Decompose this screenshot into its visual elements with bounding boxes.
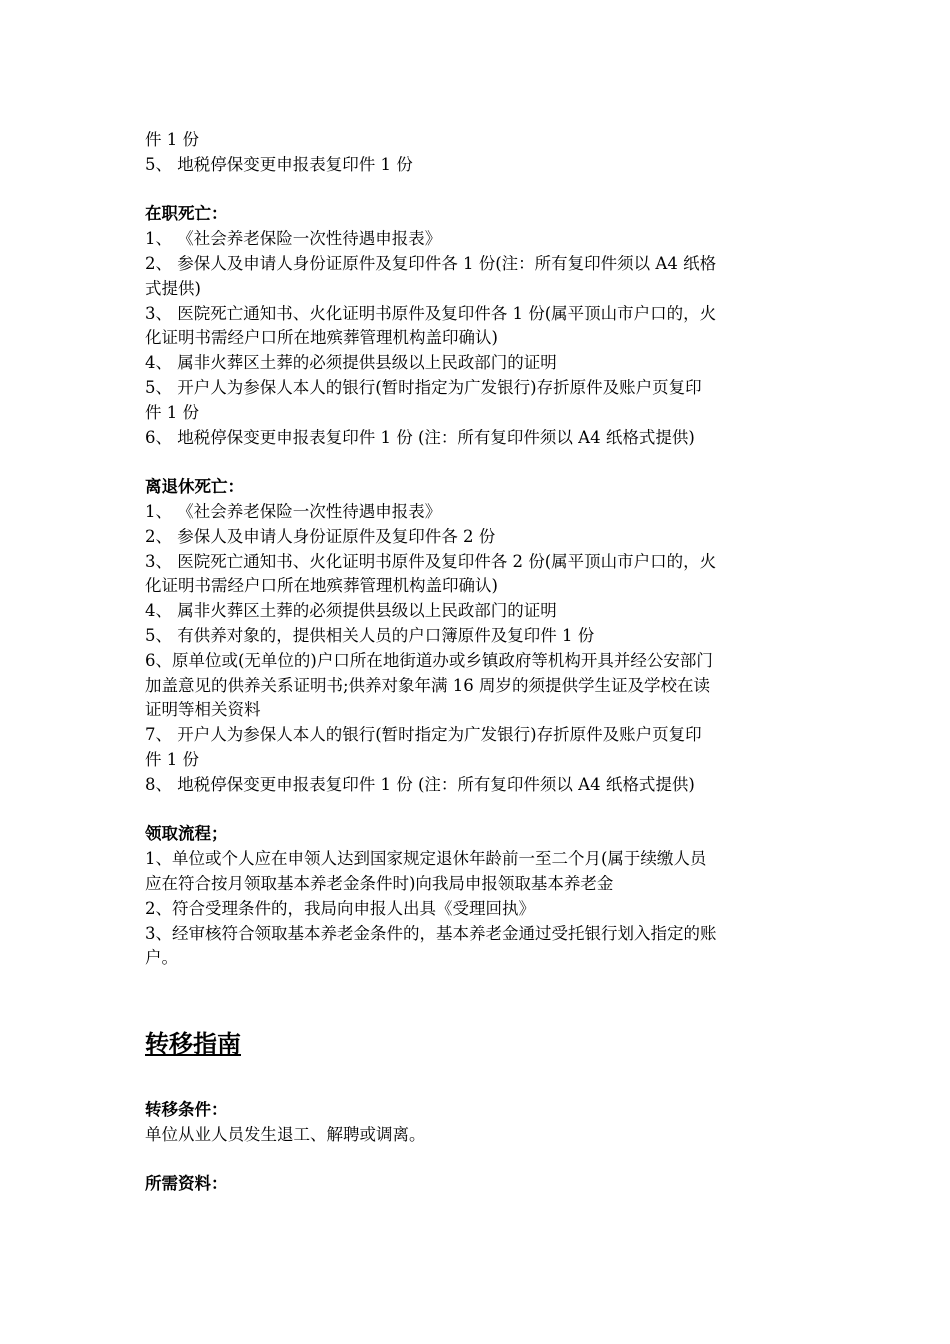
blank-line	[145, 798, 810, 823]
list-item: 化证明书需经户口所在地殡葬管理机构盖印确认)	[145, 328, 498, 348]
text-line: 5、 地税停保变更申报表复印件 1 份	[145, 154, 413, 174]
list-item: 户。	[145, 948, 178, 968]
list-item: 3、 医院死亡通知书、火化证明书原件及复印件各 2 份(属平顶山市户口的，火	[145, 551, 717, 571]
required-materials-heading: 所需资料：	[145, 1174, 228, 1194]
list-item: 证明等相关资料	[145, 700, 261, 720]
transfer-guide-title: 转移指南	[145, 1028, 241, 1058]
list-item: 8、 地税停保变更申报表复印件 1 份 (注：所有复印件须以 A4 纸格式提供)	[145, 774, 695, 794]
list-item: 2、 参保人及申请人身份证原件及复印件各 1 份(注：所有复印件须以 A4 纸格	[145, 253, 717, 273]
list-item: 式提供)	[145, 278, 201, 298]
blank-line	[145, 450, 810, 475]
document-page	[145, 128, 810, 1197]
transfer-conditions-heading: 转移条件：	[145, 1099, 228, 1119]
list-item: 1、 《社会养老保险一次性待遇申报表》	[145, 501, 442, 521]
list-item: 3、经审核符合领取基本养老金条件的，基本养老金通过受托银行划入指定的账	[145, 923, 717, 943]
list-item: 3、 医院死亡通知书、火化证明书原件及复印件各 1 份(属平顶山市户口的，火	[145, 303, 717, 323]
blank-line	[145, 971, 810, 996]
blank-line	[145, 1147, 810, 1172]
transfer-conditions-text: 单位从业人员发生退工、解聘或调离。	[145, 1124, 426, 1144]
list-item: 1、单位或个人应在申领人达到国家规定退休年龄前一至二个月(属于续缴人员	[145, 849, 707, 869]
blank-line	[145, 178, 810, 203]
list-item: 件 1 份	[145, 749, 199, 769]
list-item: 应在符合按月领取基本养老金条件时)向我局申报领取基本养老金	[145, 873, 614, 893]
text-line: 件 1 份	[145, 130, 199, 149]
list-item: 4、 属非火葬区土葬的必须提供县级以上民政部门的证明	[145, 353, 557, 373]
list-item: 2、符合受理条件的，我局向申报人出具《受理回执》	[145, 898, 535, 918]
list-item: 5、 有供养对象的，提供相关人员的户口簿原件及复印件 1 份	[145, 625, 595, 645]
list-item: 1、 《社会养老保险一次性待遇申报表》	[145, 229, 442, 249]
section-heading-claim-process: 领取流程；	[145, 824, 228, 844]
list-item: 6、 地税停保变更申报表复印件 1 份 (注：所有复印件须以 A4 纸格式提供)	[145, 427, 695, 447]
list-item: 6、原单位或(无单位的)户口所在地街道办或乡镇政府等机构开具并经公安部门	[145, 650, 713, 670]
list-item: 5、 开户人为参保人本人的银行(暂时指定为广发银行)存折原件及账户页复印	[145, 377, 702, 397]
list-item: 7、 开户人为参保人本人的银行(暂时指定为广发银行)存折原件及账户页复印	[145, 725, 702, 745]
list-item: 件 1 份	[145, 402, 199, 422]
section-heading-in-service-death: 在职死亡：	[145, 204, 228, 224]
list-item: 4、 属非火葬区土葬的必须提供县级以上民政部门的证明	[145, 601, 557, 621]
section-heading-retired-death: 离退休死亡：	[145, 477, 244, 497]
list-item: 化证明书需经户口所在地殡葬管理机构盖印确认)	[145, 576, 498, 596]
list-item: 加盖意见的供养关系证明书;供养对象年满 16 周岁的须提供学生证及学校在读	[145, 675, 711, 695]
list-item: 2、 参保人及申请人身份证原件及复印件各 2 份	[145, 526, 496, 546]
